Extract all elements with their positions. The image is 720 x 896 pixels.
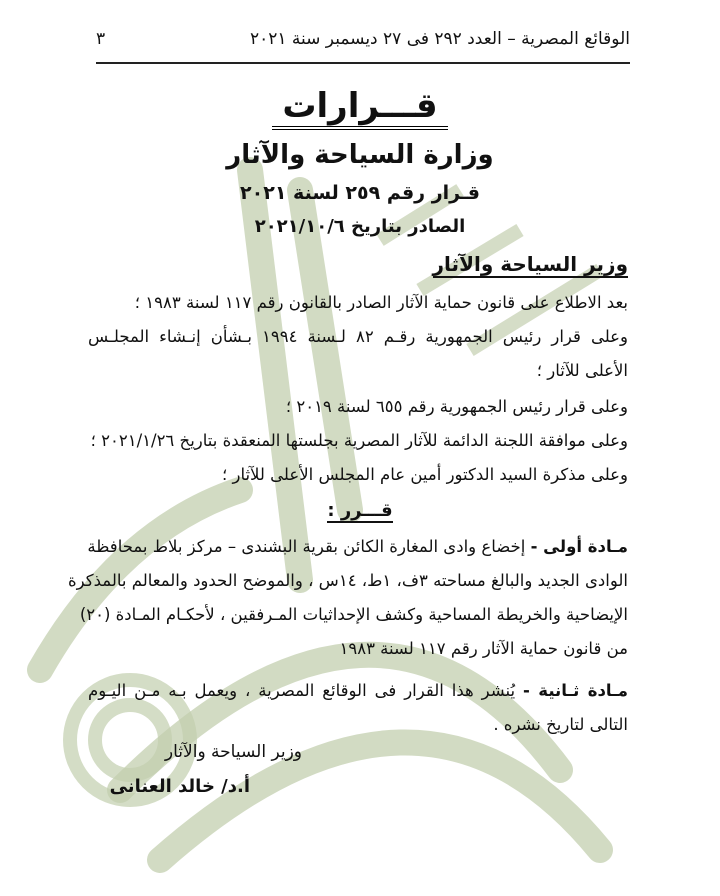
- page-header: [96, 24, 630, 54]
- preamble-line: الأعلى للآثار ؛: [536, 361, 628, 380]
- page-title: [0, 86, 720, 126]
- article-2-label: مـادة ثـانية -: [523, 681, 628, 700]
- article-2-line: التالى لتاريخ نشره .: [493, 715, 628, 734]
- article-1-line: الوادى الجديد والبالغ مساحته ٣ف، ١ط، ١٤س ، والموضح الحدود والمعالم بالمذكرة: [68, 571, 628, 590]
- preamble-line: وعلى مذكرة السيد الدكتور أمين عام المجلس الأعلى للآثار ؛: [221, 465, 628, 484]
- decided-heading: [0, 500, 720, 521]
- preamble-line: وعلى قرار رئيس الجمهورية رقم ٦٥٥ لسنة ٢٠١٩ ؛: [285, 397, 628, 416]
- article-1-line: [88, 536, 628, 558]
- signer-title: وزير السياحة والآثار: [164, 742, 302, 762]
- minister-heading: وزير السياحة والآثار: [432, 252, 628, 276]
- article-1-label: مـادة أولى -: [530, 537, 628, 556]
- article-2-line: [88, 680, 628, 702]
- preamble-line: وعلى قرار رئيس الجمهورية رقـم ٨٢ لـسنة ١٩٩٤ بـشأن إنـشاء المجلـس: [88, 327, 628, 346]
- preamble-line: وعلى موافقة اللجنة الدائمة للآثار المصرية بجلستها المنعقدة بتاريخ ٢٠٢١/١/٢٦ ؛: [90, 431, 628, 450]
- decided-text: قـــرر :: [327, 500, 393, 521]
- article-1-text: إخضاع وادى المغارة الكائن بقرية البشندى – مركز بلاط بمحافظة: [87, 537, 526, 556]
- journal-line: الوقائع المصرية – العدد ٢٩٢ فى ٢٧ ديسمبر سنة ٢٠٢١: [249, 29, 630, 49]
- article-2-text: يُنشر هذا القرار فى الوقائع المصرية ، ويعمل بـه مـن اليـوم: [88, 681, 516, 700]
- page-number: ٣: [96, 29, 106, 49]
- article-1-line: الإيضاحية والخريطة المساحية وكشف الإحداثيات المـرفقين ، لأحكـام المـادة (٢٠): [79, 605, 628, 624]
- preamble-line: بعد الاطلاع على قانون حماية الآثار الصادر بالقانون رقم ١١٧ لسنة ١٩٨٣ ؛: [134, 293, 628, 312]
- ministry-name: وزارة السياحة والآثار: [226, 140, 494, 170]
- decree-number: قـرار رقم ٢٥٩ لسنة ٢٠٢١: [240, 182, 480, 204]
- header-rule: [96, 62, 630, 64]
- article-1-line: من قانون حماية الآثار رقم ١١٧ لسنة ١٩٨٣: [339, 639, 628, 658]
- title-text: قـــرارات: [272, 86, 447, 130]
- signer-name: أ.د/ خالد العنانى: [109, 776, 250, 797]
- issued-date: الصادر بتاريخ ٢٠٢١/١٠/٦: [254, 216, 466, 237]
